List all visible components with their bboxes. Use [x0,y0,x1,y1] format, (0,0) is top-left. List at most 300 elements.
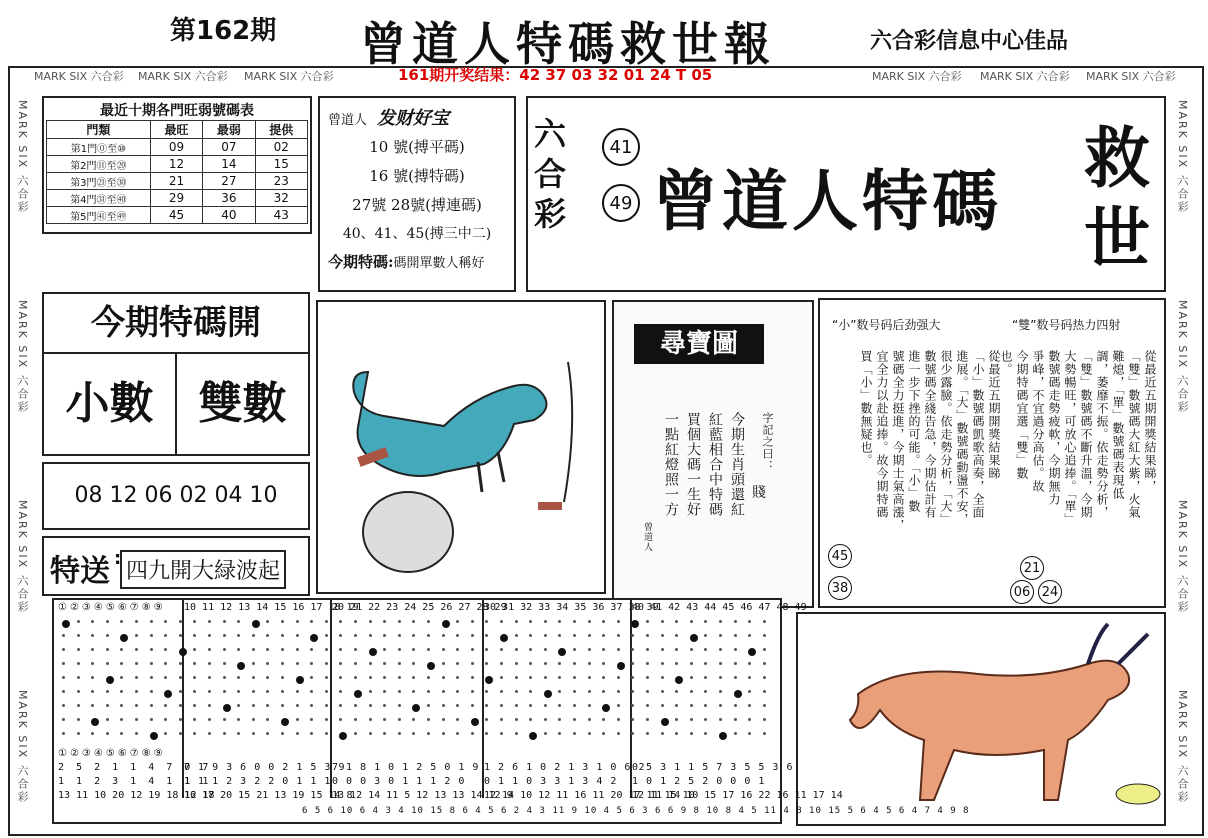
grid-dot [325,676,328,679]
grid-header: 20 21 22 23 24 25 26 27 28 29 [332,602,507,613]
grid-dot [106,634,109,637]
grid-hit-dot [471,718,479,726]
grid-dot [456,620,459,623]
grid-dot [77,704,80,707]
grid-dot [193,732,196,735]
grid-dot [193,634,196,637]
grid-dot [442,732,445,735]
grid-dot [515,620,518,623]
grid-hit-dot [690,634,698,642]
grid-dot [573,662,576,665]
grid-dot [179,676,182,679]
grid-dot [588,662,591,665]
grid-dot [120,662,123,665]
grid-dot [164,620,167,623]
grid-dot [281,676,284,679]
grid-dot [296,620,299,623]
grid-dot [412,676,415,679]
grid-dot [369,732,372,735]
grid-dot [427,718,430,721]
even-number-text: 雙數 [198,378,287,429]
grid-dot [135,704,138,707]
grid-hit-dot [296,676,304,684]
analysis-col: 數號碼全綫告急，今期估計有 [923,350,937,519]
grid-dot [266,648,269,651]
rank-table-title: 最近十期各門旺弱號碼表 [100,103,254,119]
grid-stat-row: 1 1 1 2 3 2 2 0 1 1 1 [184,776,332,787]
watermark: MARK SIX 六合彩 [16,100,29,214]
grid-dot [120,648,123,651]
grid-dot [529,662,532,665]
grid-dot [748,662,751,665]
grid-dot [62,634,65,637]
grid-hit-dot [617,662,625,670]
cell: 45 [150,207,202,224]
grid-dot [588,718,591,721]
grid-dot [106,690,109,693]
grid-dot [675,634,678,637]
tips-box [318,96,516,292]
grid-dot [748,690,751,693]
grid-dot [646,732,649,735]
grid-dot [339,662,342,665]
grid-dot [515,648,518,651]
grid-dot [339,620,342,623]
grid-dot [208,718,211,721]
grid-dot [427,648,430,651]
cell: 23 [255,173,307,190]
grid-dot [471,662,474,665]
grid-dot [719,676,722,679]
grid-dot [631,718,634,721]
table-row [47,173,308,190]
grid-dot [617,704,620,707]
table-header-row [47,121,308,139]
grid-dot [763,662,766,665]
grid-dot [135,676,138,679]
grid-dot [675,648,678,651]
grid-stat-row: 0 0 0 3 0 1 1 1 2 0 [332,776,466,787]
grid-dot [544,732,547,735]
grid-dot [179,704,182,707]
grid-dot [62,662,65,665]
grid-dot [135,620,138,623]
grid-dot [661,690,664,693]
grid-dot [281,620,284,623]
grid-dot [91,662,94,665]
last-draw-result: 161期开奖结果：42 37 03 32 01 24 T 05 [398,66,713,84]
grid-dot [704,676,707,679]
grid-stat-row: 2 5 2 1 1 4 7 0 7 [58,762,212,773]
grid-hit-dot [120,634,128,642]
grid-dot [661,634,664,637]
grid-dot [412,634,415,637]
grid-dot [77,634,80,637]
grid-dot [77,732,80,735]
rank-table-box [42,96,312,234]
grid-dot [266,690,269,693]
grid-dot [529,718,532,721]
grid-dot [485,690,488,693]
grid-dot [471,634,474,637]
grid-dot [675,690,678,693]
grid-dot [471,676,474,679]
grid-dot [208,620,211,623]
grid-stat-row: 1 0 1 2 5 2 0 0 0 1 [632,776,766,787]
grid-dot [675,704,678,707]
watermark: MARK SIX 六合彩 [1176,300,1189,414]
grid-dot [383,732,386,735]
grid-dot [237,634,240,637]
grid-dot [690,704,693,707]
grid-dot [62,676,65,679]
grid-dot [734,648,737,651]
banner-left-text: 六合彩 [534,115,567,233]
grid-dot [91,634,94,637]
grid-dot [529,620,532,623]
grid-dot [748,732,751,735]
grid-dot [120,676,123,679]
grid-hit-dot [412,704,420,712]
grid-dot [588,648,591,651]
special-open-title: 今期特碼開 [44,294,308,354]
grid-dot [354,732,357,735]
grid-dot [383,634,386,637]
grid-dot [135,690,138,693]
grid-stat-row: 12 14 10 12 11 16 11 20 17 11 15 10 [484,790,695,801]
grid-dot [77,620,80,623]
grid-dot [471,732,474,735]
grid-dot [281,732,284,735]
grid-dot [646,648,649,651]
grid-dot [500,718,503,721]
grid-dot [281,704,284,707]
grid-dot [91,648,94,651]
grid-dot [193,662,196,665]
analysis-col: 數號碼走勢疲軟，今期無力 [1047,350,1061,506]
grid-dot [310,662,313,665]
cell: 14 [203,156,255,173]
grid-dot [734,620,737,623]
grid-dot [602,690,605,693]
grid-dot [690,718,693,721]
grid-dot [456,648,459,651]
grid-stat-row: 7 1 8 1 0 1 2 5 0 1 9 [332,762,480,773]
grid-dot [442,648,445,651]
grid-stat-row: 16 17 20 15 21 13 19 15 14 8 [184,790,353,801]
grid-hit-dot [675,676,683,684]
grid-stat-row: 7 1 9 3 6 0 0 2 1 5 3 9 [184,762,346,773]
grid-dot [150,634,153,637]
tips-line: 40、41、45(搏三中二) [342,226,492,242]
grid-hit-dot [91,718,99,726]
grid-dot [690,648,693,651]
grid-dot [135,732,138,735]
grid-dot [646,718,649,721]
grid-dot [646,620,649,623]
grid-dot [500,676,503,679]
grid-dot [398,718,401,721]
grid-dot [325,704,328,707]
treasure-sign: 曾道人 [642,522,652,552]
number-trend-grid [52,598,970,824]
grid-dot [529,704,532,707]
grid-dot [704,718,707,721]
grid-dot [500,620,503,623]
grid-dot [412,732,415,735]
grid-dot [675,732,678,735]
grid-stat-row: 13 11 10 20 12 19 18 12 18 [58,790,215,801]
grid-dot [704,662,707,665]
cell: 第1門⓪至⑩ [47,139,151,156]
grid-dot [296,704,299,707]
grid-hit-dot [354,690,362,698]
grid-dot [179,634,182,637]
grid-dot [646,662,649,665]
grid-hit-dot [62,620,70,628]
analysis-col: 「小」數號碼凱歌高奏，全面 [971,350,985,519]
treasure-note: 賤 [752,485,766,501]
grid-dot [120,704,123,707]
grid-dot [179,662,182,665]
grid-dot [354,718,357,721]
grid-dot [529,690,532,693]
col-header: 最旺 [150,121,202,139]
grid-dot [237,676,240,679]
watermark: MARK SIX 六合彩 [872,70,962,83]
treasure-title: 尋寶圖 [634,324,764,364]
grid-dot [631,648,634,651]
grid-dot [208,704,211,707]
grid-dot [719,690,722,693]
grid-dot [383,620,386,623]
grid-dot [208,690,211,693]
grid-dot [310,620,313,623]
grid-dot [91,732,94,735]
grid-dot [412,690,415,693]
grid-dot [500,662,503,665]
grid-dot [281,634,284,637]
grid-dot [704,634,707,637]
grid-dot [515,662,518,665]
grid-dot [237,704,240,707]
grid-dot [398,662,401,665]
grid-dot [325,634,328,637]
grid-dot [208,634,211,637]
grid-dot [193,718,196,721]
grid-dot [485,634,488,637]
treasure-box [612,300,814,608]
col-header: 最弱 [203,121,255,139]
grid-dot [383,704,386,707]
grid-dot [602,732,605,735]
grid-hit-dot [310,634,318,642]
grid-dot [456,718,459,721]
grid-dot [485,704,488,707]
grid-dot [266,634,269,637]
grid-hit-dot [427,662,435,670]
watermark: MARK SIX 六合彩 [1176,690,1189,804]
grid-dot [617,718,620,721]
grid-dot [398,690,401,693]
banner-right-text: 救世 [1084,119,1150,277]
grid-dot [442,676,445,679]
grid-dot [135,648,138,651]
newspaper-title: 曾道人特碼救世報 [360,17,776,71]
grid-hit-dot [485,676,493,684]
analysis-col: 進展。「大」數號碼動盪不安， [955,350,969,526]
analysis-col: 從最近五期開獎結果睇 [987,350,1001,480]
grid-dot [442,718,445,721]
grid-dot [661,662,664,665]
grid-dot [369,704,372,707]
watermark: MARK SIX 六合彩 [980,70,1070,83]
grid-dot [617,648,620,651]
rank-table [46,120,308,224]
grid-dot [150,620,153,623]
grid-dot [193,620,196,623]
grid-dot [573,676,576,679]
analysis-col: 很少露臉。依走勢分析，「大」 [939,350,953,526]
lizard-illustration [316,300,606,594]
grid-dot [383,718,386,721]
grid-dot [573,704,576,707]
grid-dot [763,634,766,637]
grid-dot [398,732,401,735]
grid-dot [164,704,167,707]
grid-dot [164,662,167,665]
grid-dot [544,634,547,637]
cell: 第5門㊶至㊾ [47,207,151,224]
grid-dot [310,732,313,735]
grid-dot [77,662,80,665]
grid-dot [515,634,518,637]
grid-dot [77,648,80,651]
grid-hit-dot [631,620,639,628]
analysis-col: 今期特碼宜選「雙」數 [1015,350,1029,480]
watermark: MARK SIX 六合彩 [1086,70,1176,83]
grid-dot [631,662,634,665]
grid-dot [412,620,415,623]
grid-dot [179,690,182,693]
grid-dot [588,704,591,707]
grid-dot [734,634,737,637]
grid-dot [296,634,299,637]
grid-dot [748,620,751,623]
grid-dot [734,718,737,721]
grid-dot [252,662,255,665]
grid-dot [442,704,445,707]
grid-dot [544,676,547,679]
cell: 第2門⑪至⑳ [47,156,151,173]
grid-dot [573,732,576,735]
analysis-ball: 38 [828,576,852,600]
grid-dot [690,620,693,623]
watermark: MARK SIX 六合彩 [1176,100,1189,214]
analysis-col: 「雙」數號碼不斷升溫，今期 [1079,350,1093,519]
grid-dot [558,732,561,735]
grid-dot [690,690,693,693]
analysis-col: 調，萎靡不振。依走勢分析， [1095,350,1109,519]
grid-dot [456,662,459,665]
grid-dot [150,676,153,679]
grid-dot [223,718,226,721]
analysis-col: 買「小」數無疑也。 [859,350,873,467]
grid-dot [383,648,386,651]
grid-dot [193,704,196,707]
grid-dot [529,634,532,637]
cell: 40 [203,207,255,224]
watermark: MARK SIX 六合彩 [16,300,29,414]
grid-dot [515,718,518,721]
grid-dot [471,648,474,651]
grid-dot [631,732,634,735]
watermark: MARK SIX 六合彩 [138,70,228,83]
grid-dot [62,704,65,707]
grid-dot [237,620,240,623]
grid-dot [631,676,634,679]
grid-header: ①②③④⑤⑥⑦⑧⑨ [58,748,166,759]
grid-dot [223,676,226,679]
bull-illustration [796,612,1166,826]
grid-dot [62,718,65,721]
grid-dot [281,648,284,651]
grid-dot [485,718,488,721]
grid-dot [120,718,123,721]
grid-header: 10 11 12 13 14 15 16 17 18 19 [184,602,359,613]
grid-dot [661,648,664,651]
lizard-drawing [318,302,604,592]
grid-dot [675,620,678,623]
cell: 43 [255,207,307,224]
treasure-verse: 紅藍相合中特碼 [707,412,723,517]
grid-dot [427,634,430,637]
grid-stat-row: 0 5 3 1 1 5 7 3 5 5 3 6 [632,762,794,773]
grid-dot [690,676,693,679]
grid-dot [135,718,138,721]
grid-dot [690,662,693,665]
grid-dot [763,690,766,693]
grid-dot [208,676,211,679]
grid-dot [266,662,269,665]
grid-dot [617,634,620,637]
grid-dot [62,732,65,735]
special-send-box: 特送 : 四九開大緑波起 [42,536,310,596]
grid-dot [573,620,576,623]
grid-hit-dot [719,732,727,740]
special-open-box [42,292,310,456]
special-send-text: 四九開大緑波起 [120,550,286,589]
grid-stat-row: 0 1 1 0 3 3 1 3 4 2 [484,776,618,787]
grid-dot [748,634,751,637]
grid-dot [763,620,766,623]
grid-dot [456,676,459,679]
grid-dot [704,648,707,651]
cell: 21 [150,173,202,190]
grid-dot [748,704,751,707]
grid-dot [266,620,269,623]
grid-dot [719,634,722,637]
banner-ball: 49 [602,184,640,222]
analysis-col: 宜全力以赴追捧。故今期特碼 [875,350,889,519]
grid-dot [383,690,386,693]
grid-dot [529,676,532,679]
grid-dot [310,676,313,679]
grid-dot [310,704,313,707]
grid-dot [106,648,109,651]
grid-dot [763,732,766,735]
grid-dot [120,732,123,735]
